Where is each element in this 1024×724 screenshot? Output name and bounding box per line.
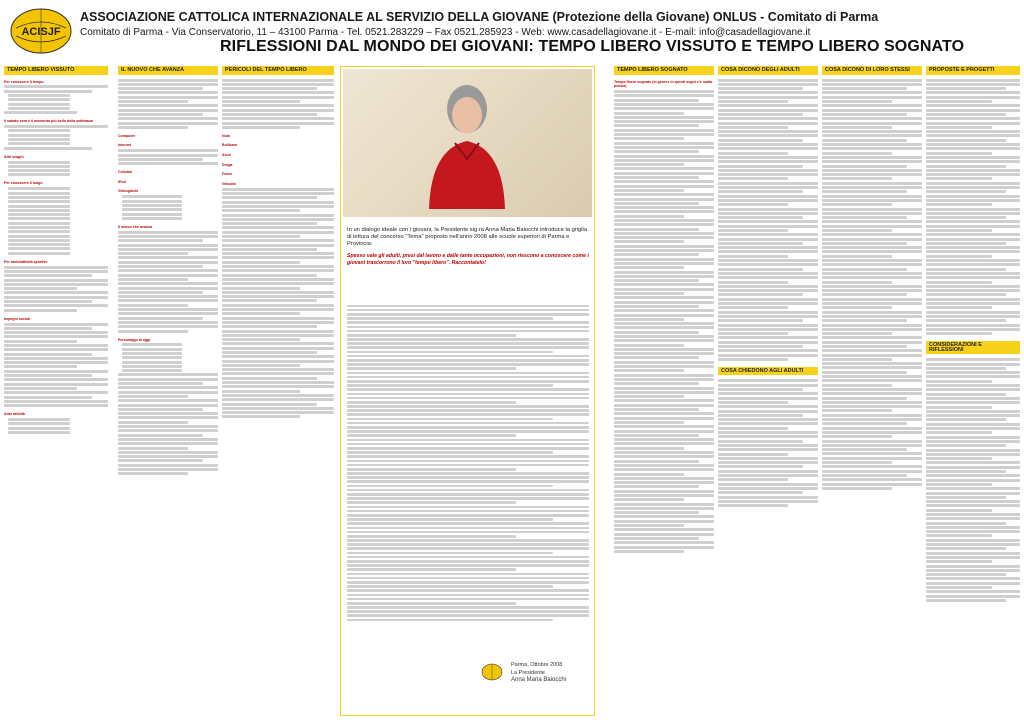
column-subheading: COSA CHIEDONO AGLI ADULTI: [718, 367, 818, 376]
column-subheading: CONSIDERAZIONI E RIFLESSIONI: [926, 341, 1020, 354]
section-title: iPod: [118, 179, 126, 184]
portrait-image: [421, 79, 513, 209]
column-heading: COSA DICONO DEGLI ADULTI: [718, 66, 818, 75]
svg-text:ACISJF: ACISJF: [21, 26, 61, 38]
column-cosa-dicono-di-loro-stessi: [822, 66, 922, 716]
section-title: Videogiochi: [118, 189, 139, 194]
column-tempo-libero-sognato: [614, 66, 714, 716]
section-title: Noia: [222, 133, 230, 138]
section-title: Tempo libero sognato (in genere in questi sogni c'è molta poesia): [614, 79, 713, 89]
column-proposte-e-progetti: [926, 66, 1020, 716]
intro-text: In un dialogo ideale con i giovani, la Presidente sig.ra Anna Maria Baiocchi introduce la griglia di lettura del concorso "Tema" proposto nell'anno 2008 alle scuole superiori di Parma e Provincia:: [347, 227, 588, 247]
section-title: Alcol: [222, 153, 231, 158]
section-title: Velocità: [222, 181, 236, 186]
president-photo: [343, 69, 592, 217]
column-heading: IL NUOVO CHE AVANZA: [118, 66, 218, 75]
section-title: Droga: [222, 162, 233, 167]
section-title: Il nuovo che avanza: [118, 224, 152, 229]
section-title: Per conoscere il luogo: [4, 181, 43, 186]
section-title: Per amici/attività sportive: [4, 259, 48, 264]
signature-block: [511, 662, 566, 685]
lead-text: Spesso vale gli adulti, presi dal lavoro e dalle tante occupazioni, non riescono a conoscere come i giovani trascorrono il loro "tempo libero". Raccontatelo!: [347, 253, 589, 266]
acisjf-logo: [8, 6, 74, 56]
column-tempo-libero-vissuto: [4, 66, 108, 716]
signature-name: Anna Maria Baiocchi: [511, 677, 567, 683]
organization-name: ASSOCIAZIONE CATTOLICA INTERNAZIONALE AL SERVIZIO DELLA GIOVANE (Protezione della Giovane) ONLUS - Comitato di Parma: [80, 10, 879, 24]
section-title: Internet: [118, 143, 132, 148]
section-title: Personaggi di oggi: [118, 337, 151, 342]
page-header: [80, 10, 1014, 38]
column-heading: PROPOSTE E PROGETTI: [926, 66, 1020, 75]
center-feature: [340, 66, 595, 716]
signature-role: La Presidente: [511, 669, 545, 676]
section-title: Altri svaghi: [4, 154, 24, 159]
page-title: RIFLESSIONI DAL MONDO DEI GIOVANI: TEMPO LIBERO VISSUTO E TEMPO LIBERO SOGNATO: [220, 38, 965, 55]
column-il-nuovo-che-avanza: [118, 66, 218, 716]
column-heading: COSA DICONO DI LORO STESSI: [822, 66, 922, 75]
column-heading: TEMPO LIBERO VISSUTO: [4, 66, 108, 75]
section-title: Altre attività: [4, 412, 25, 417]
section-title: Per conoscere il tempo: [4, 79, 44, 84]
section-title: Il sabato sera è il momento più bello della settimana: [4, 119, 93, 124]
column-heading: TEMPO LIBERO SOGNATO: [614, 66, 714, 75]
signature-place-date: Parma, Ottobre 2008: [511, 662, 563, 668]
body-text: [347, 303, 589, 623]
acisjf-small-logo: [481, 663, 503, 681]
section-title: Fumo: [222, 172, 232, 177]
column-cosa-dicono-degli-adulti: [718, 66, 818, 716]
section-title: Bullismo: [222, 143, 238, 148]
section-title: Cellulari: [118, 170, 133, 175]
column-heading: PERICOLI DEL TEMPO LIBERO: [222, 66, 334, 75]
section-title: Computer: [118, 133, 135, 138]
organization-address: Comitato di Parma - Via Conservatorio, 11 – 43100 Parma - Tel. 0521.283229 – Fax 0521.285923 - Web: www.casadellagiovane.it - E-mail: info@casadellagiovane.it: [80, 27, 811, 38]
column-pericoli-del-tempo-libero: [222, 66, 334, 716]
section-title: Impegni sociali: [4, 316, 30, 321]
